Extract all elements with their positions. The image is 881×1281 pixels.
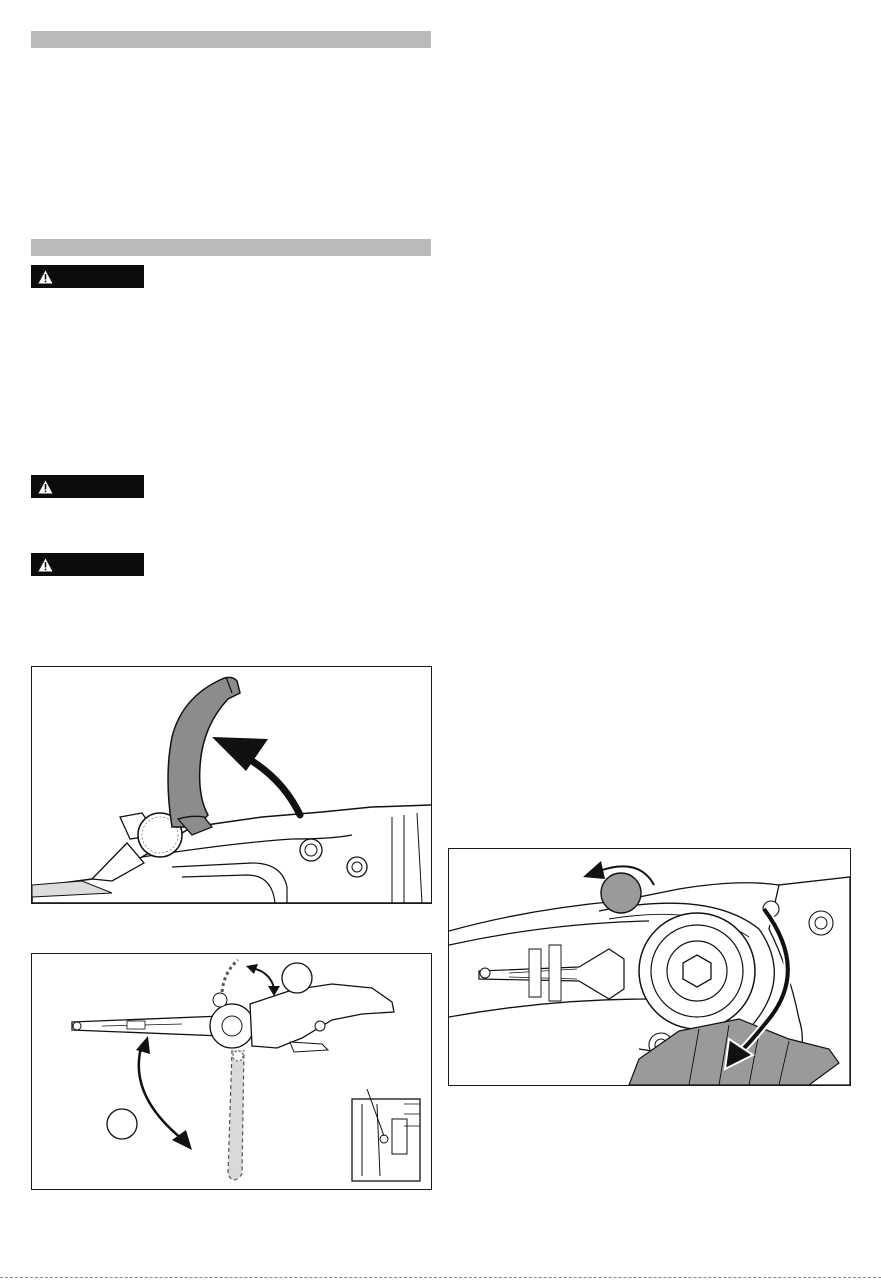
- callout-circle-a: [282, 963, 312, 993]
- warning-badge-3: [31, 553, 144, 576]
- warning-badge-1: [31, 265, 144, 288]
- callout-circle-b: [107, 1109, 137, 1139]
- figure-belt-tracking: [448, 848, 851, 1086]
- warning-triangle-icon: [38, 480, 53, 494]
- section-bar-1: [31, 31, 431, 48]
- lever-illustration: [32, 667, 431, 903]
- belt-tracking-illustration: [449, 849, 850, 1085]
- arm-rotation-illustration: [32, 954, 431, 1189]
- figure-lever: [31, 666, 432, 904]
- warning-badge-2: [31, 475, 144, 498]
- figure-arm-rotation: [31, 953, 432, 1190]
- warning-triangle-icon: [38, 558, 53, 572]
- warning-triangle-icon: [38, 270, 53, 284]
- section-bar-2: [31, 239, 431, 256]
- page-footer-rule: [0, 1277, 881, 1278]
